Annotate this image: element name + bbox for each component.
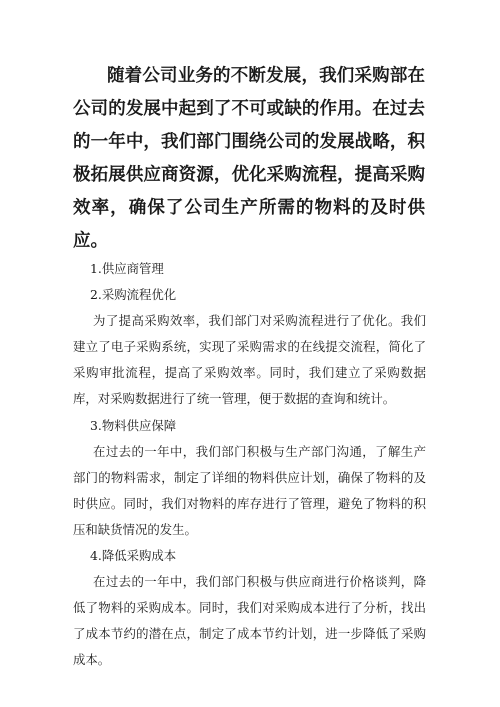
section-heading-process-optimization: 2.采购流程优化 — [90, 287, 177, 303]
section-heading-supply-assurance: 3.物料供应保障 — [90, 417, 177, 433]
section-body-process-optimization: 为了提高采购效率，我们部门对采购流程进行了优化。我们建立了电子采购系统，实现了采购需求的在线提交流程，简化了采购审批流程，提高了采购效率。同时，我们建立了采购数据库，对采购数据进行了统一管理，便于数据的查询和统计。 — [73, 313, 426, 407]
intro-paragraph: 随着公司业务的不断发展，我们采购部在公司的发展中起到了不可或缺的作用。在过去的一年中，我们部门围绕公司的发展战略，积极拓展供应商资源，优化采购流程，提高采购效率，确保了公司生产所需的物料的及时供应。 — [73, 66, 425, 251]
section-body-cost-reduction: 在过去的一年中，我们部门积极与供应商进行价格谈判，降低了物料的采购成本。同时，我们对采购成本进行了分析，找出了成本节约的潜在点，制定了成本节约计划，进一步降低了采购成本。 — [73, 574, 426, 668]
document-body — [73, 256, 426, 674]
section-body-supply-assurance: 在过去的一年中，我们部门积极与生产部门沟通，了解生产部门的物料需求，制定了详细的物料供应计划，确保了物料的及时供应。同时，我们对物料的库存进行了管理，避免了物料的积压和缺货情况的发生。 — [73, 443, 426, 537]
section-heading-cost-reduction: 4.降低采购成本 — [90, 548, 177, 564]
section-heading-supplier-management: 1.供应商管理 — [90, 261, 164, 276]
